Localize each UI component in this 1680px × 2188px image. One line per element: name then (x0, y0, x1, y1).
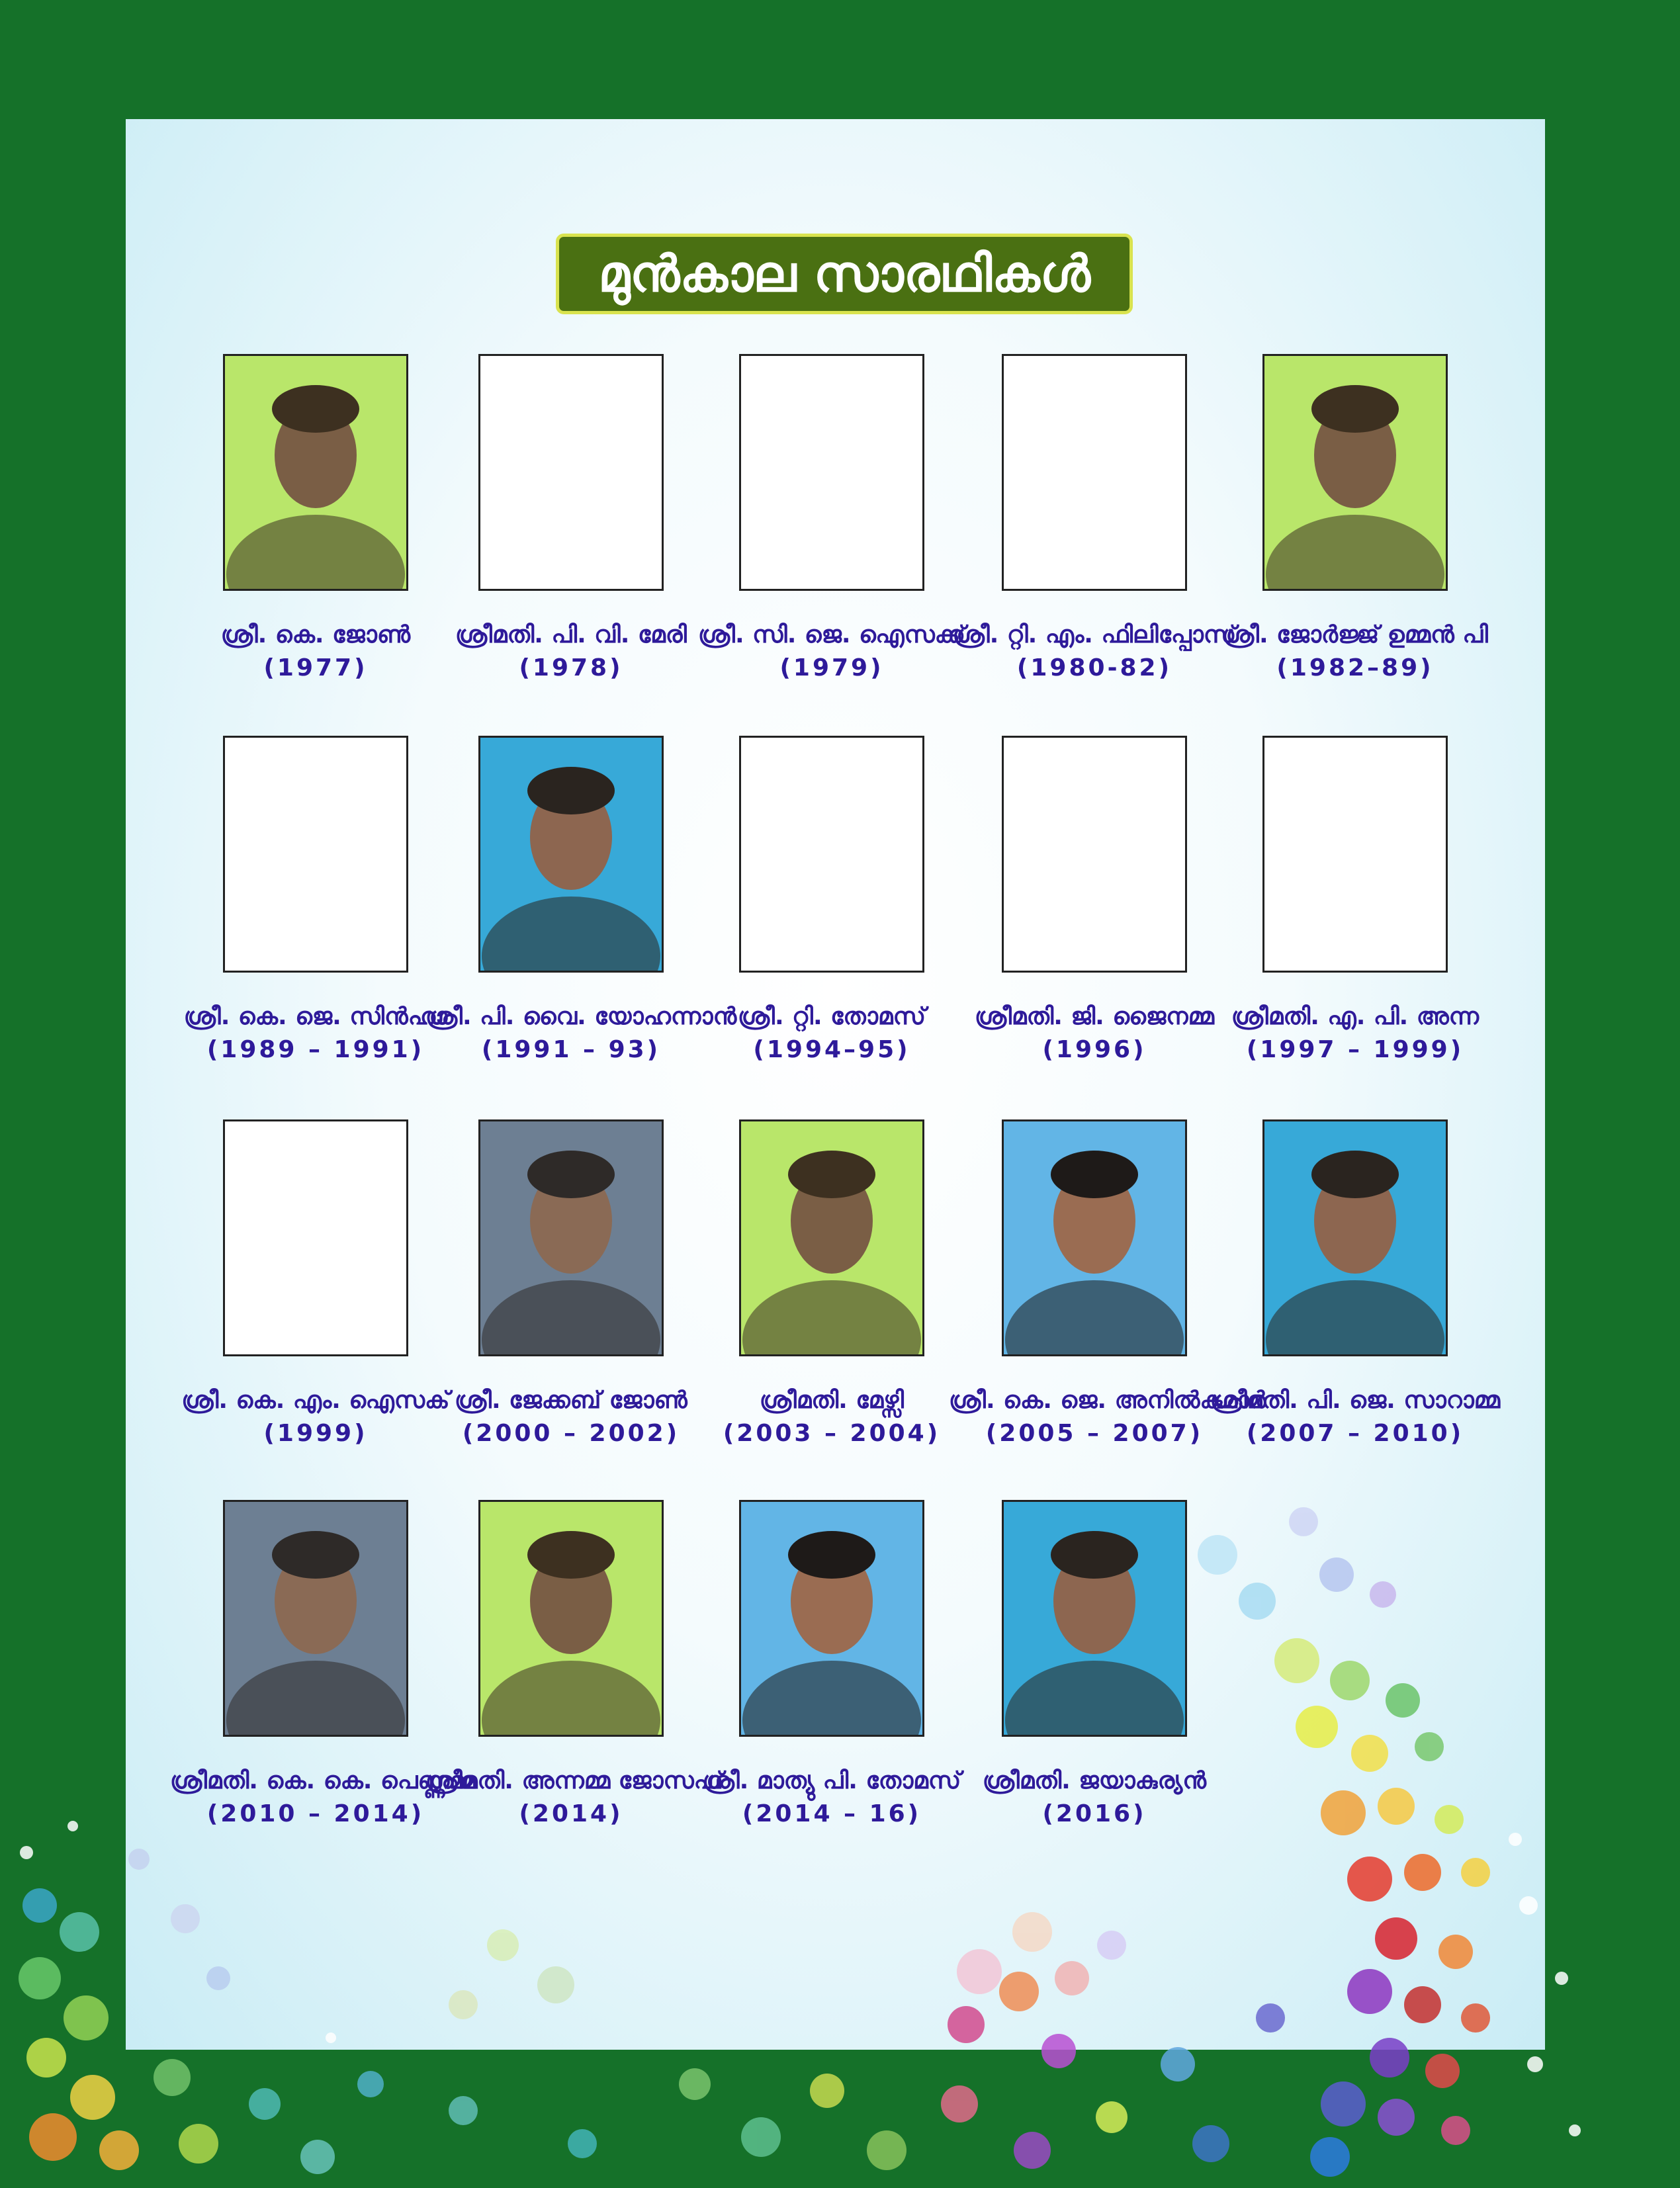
photo-placeholder (739, 354, 924, 591)
leader-caption (425, 1384, 717, 1450)
leader-name: ശ്രീ. ജോർജ്ജ് ഉമ്മൻ പി (1222, 621, 1488, 648)
portrait-photo (223, 354, 408, 591)
leader-caption (686, 1384, 977, 1450)
photo-placeholder (1002, 736, 1187, 973)
photo-placeholder (223, 1119, 408, 1356)
photo-placeholder (223, 736, 408, 973)
leader-years: (1994–95) (753, 1036, 910, 1063)
leader-caption (170, 619, 461, 685)
leader-name: ശ്രീ. കെ. ജെ. അനിൽകുമാർ (949, 1387, 1266, 1414)
leader-caption (686, 1000, 977, 1067)
photo-placeholder (1002, 354, 1187, 591)
leader-name: ശ്രീമതി. കെ. കെ. പെണ്ണമ്മ (170, 1767, 476, 1794)
leader-years: (2000 – 2002) (462, 1420, 680, 1447)
leader-caption (170, 1765, 476, 1831)
leader-years: (1996) (1042, 1036, 1147, 1063)
leader-years: (1982–89) (1276, 654, 1434, 681)
leader-years: (1978) (519, 654, 623, 681)
leader-years: (2014) (519, 1800, 623, 1827)
leader-years: (2010 – 2014) (206, 1800, 425, 1827)
portrait-photo (739, 1119, 924, 1356)
page-title: മുൻകാല സാരഥികൾ (556, 234, 1133, 314)
leader-caption (949, 1765, 1240, 1831)
leader-caption (949, 619, 1240, 685)
leader-caption (170, 1000, 461, 1067)
leader-years: (1979) (779, 654, 884, 681)
leader-name: ശ്രീ. ജേക്കബ് ജോൺ (455, 1387, 687, 1414)
photo-placeholder (478, 354, 664, 591)
photo-placeholder (1262, 736, 1448, 973)
leader-years: (1989 – 1991) (206, 1036, 425, 1063)
leader-caption (1210, 1000, 1501, 1067)
portrait-photo (1262, 354, 1448, 591)
leader-name: ശ്രീമതി. മേഴ്സി (759, 1387, 905, 1414)
leader-years: (1980-82) (1016, 654, 1172, 681)
portrait-photo (1002, 1500, 1187, 1737)
leader-caption (1210, 619, 1501, 685)
leader-name: ശ്രീ. കെ. എം. ഐസക് (181, 1387, 450, 1414)
leader-name: ശ്രീമതി. ജയാകുര്യൻ (982, 1767, 1207, 1794)
leader-name: ശ്രീമതി. പി. ജെ. സാറാമ്മ (1210, 1387, 1501, 1414)
leader-name: ശ്രീമതി. എ. പി. അന്ന (1231, 1003, 1480, 1030)
leader-caption (425, 619, 717, 685)
leader-caption (949, 1384, 1266, 1450)
portrait-photo (1262, 1119, 1448, 1356)
leader-years: (1977) (263, 654, 368, 681)
leader-caption (686, 619, 977, 685)
photo-placeholder (739, 736, 924, 973)
leader-caption (425, 1765, 724, 1831)
leader-caption (170, 1384, 461, 1450)
leader-years: (2007 – 2010) (1246, 1420, 1464, 1447)
portrait-photo (478, 1119, 664, 1356)
leader-caption (1210, 1384, 1501, 1450)
leader-name: ശ്രീ. സി. ജെ. ഐസക്ക് (698, 621, 965, 648)
portrait-photo (1002, 1119, 1187, 1356)
leader-years: (1991 – 93) (481, 1036, 661, 1063)
leader-name: ശ്രീമതി. ജി. ജൈനമ്മ (975, 1003, 1214, 1030)
leader-name: ശ്രീ. റ്റി. എം. ഫിലിപ്പോസ് (952, 621, 1237, 648)
leader-name: ശ്രീമതി. അന്നമ്മ ജോസഫ് (425, 1767, 724, 1794)
leader-name: ശ്രീമതി. പി. വി. മേരി (455, 621, 687, 648)
leader-years: (2005 – 2007) (985, 1420, 1204, 1447)
leader-caption (425, 1000, 737, 1067)
leader-name: ശ്രീ. പി. വൈ. യോഹന്നാൻ (425, 1003, 737, 1030)
leader-name: ശ്രീ. റ്റി. തോമസ് (738, 1003, 926, 1030)
leader-name: ശ്രീ. മാത്യു പി. തോമസ് (702, 1767, 961, 1794)
leader-years: (2016) (1042, 1800, 1147, 1827)
leader-caption (686, 1765, 977, 1831)
leader-name: ശ്രീ. കെ. ജോൺ (220, 621, 411, 648)
portrait-photo (739, 1500, 924, 1737)
portrait-photo (478, 1500, 664, 1737)
leader-years: (1997 – 1999) (1246, 1036, 1464, 1063)
leader-years: (2003 – 2004) (723, 1420, 941, 1447)
leader-caption (949, 1000, 1240, 1067)
leader-years: (2014 – 16) (742, 1800, 922, 1827)
leader-years: (1999) (263, 1420, 368, 1447)
leader-name: ശ്രീ. കെ. ജെ. സിൻഹാ (183, 1003, 448, 1030)
portrait-photo (478, 736, 664, 973)
portrait-photo (223, 1500, 408, 1737)
